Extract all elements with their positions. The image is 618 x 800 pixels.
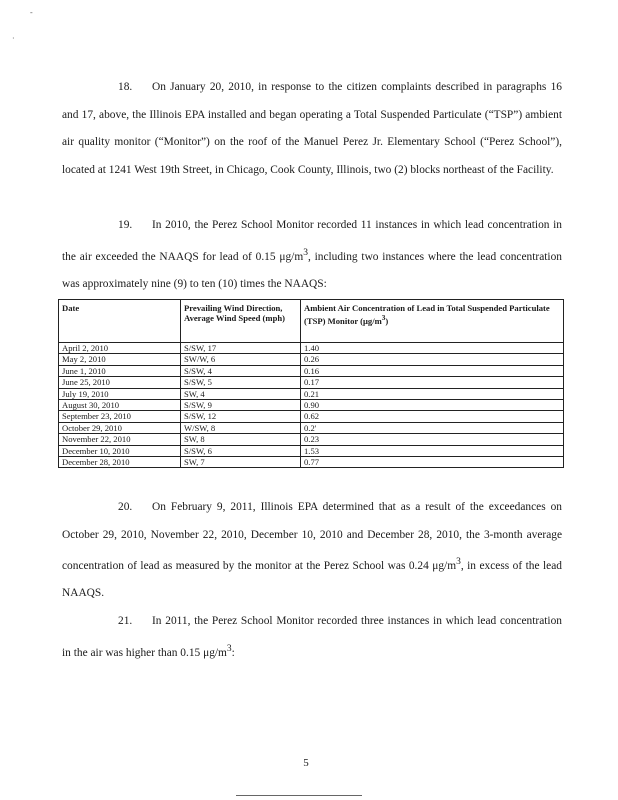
cell-concentration: 1.40: [301, 343, 564, 354]
cell-concentration: 0.17: [301, 377, 564, 388]
cell-date: June 1, 2010: [59, 365, 181, 376]
cell-wind: SW, 8: [181, 434, 301, 445]
cell-concentration: 0.90: [301, 400, 564, 411]
cell-date: October 29, 2010: [59, 422, 181, 433]
cell-wind: S/SW, 6: [181, 445, 301, 456]
paragraph-text: :: [231, 646, 235, 659]
cell-concentration: 1.53: [301, 445, 564, 456]
cell-date: December 10, 2010: [59, 445, 181, 456]
cell-date: September 23, 2010: [59, 411, 181, 422]
cell-concentration: 0.16: [301, 365, 564, 376]
cell-wind: S/SW, 4: [181, 365, 301, 376]
header-text: ): [385, 316, 389, 327]
table-row: [59, 377, 564, 388]
paragraph-18: [62, 74, 562, 184]
table-row: [59, 434, 564, 445]
superscript: 3: [456, 557, 461, 567]
cell-wind: S/SW, 17: [181, 343, 301, 354]
scan-mark: ‑: [30, 8, 33, 17]
header-date: Date: [59, 300, 181, 343]
cell-concentration: 0.21: [301, 388, 564, 399]
cell-date: November 22, 2010: [59, 434, 181, 445]
cell-concentration: 0.2': [301, 422, 564, 433]
scan-line: [236, 795, 362, 796]
cell-concentration: 0.26: [301, 354, 564, 365]
paragraph-text: On February 9, 2011, Illinois EPA determined that as a result of the exceedances on October 29, 2010, November 22, 2010, December 10, 2010 and December 28, 2010, the 3-month average concentration of lead as measured by the monitor at the Perez School was 0.24 μg/m: [62, 501, 562, 572]
paragraph-text: In 2010, the Perez School Monitor recorded 11 instances in which lead concentration in the air exceeded the NAAQS for lead of 0.15 μg/m: [62, 219, 562, 263]
table-row: [59, 457, 564, 468]
paragraph-number: 21.: [118, 615, 133, 627]
cell-concentration: 0.23: [301, 434, 564, 445]
superscript: 3: [381, 314, 386, 323]
paragraph-text: , in excess of the lead NAAQS.: [62, 559, 562, 600]
superscript: 3: [226, 643, 232, 654]
cell-wind: S/SW, 5: [181, 377, 301, 388]
lead-exceedance-table: [58, 299, 564, 468]
table-row: [59, 422, 564, 433]
table-row: [59, 343, 564, 354]
table-row: [59, 388, 564, 399]
cell-concentration: 0.77: [301, 457, 564, 468]
table-body: [59, 343, 564, 468]
paragraph-19: [62, 212, 562, 298]
cell-wind: S/SW, 12: [181, 411, 301, 422]
cell-date: August 30, 2010: [59, 400, 181, 411]
paragraph-text: , including two instances where the lead concentration was approximately nine (9) to ten (10) times the NAAQS:: [62, 250, 562, 290]
cell-wind: W/SW, 8: [181, 422, 301, 433]
header-text: Ambient Air Concentration of Lead in Total Suspended Particulate (TSP) Monitor (μg/m: [304, 303, 550, 327]
header-wind: Prevailing Wind Direction, Average Wind Speed (mph): [181, 300, 301, 343]
paragraph-20: [62, 494, 562, 608]
table-row: [59, 365, 564, 376]
paragraph-text: In 2011, the Perez School Monitor recorded three instances in which lead concentration in the air was higher than 0.15 μg/m: [62, 615, 562, 659]
header-concentration: [301, 300, 564, 343]
cell-wind: SW, 7: [181, 457, 301, 468]
cell-date: December 28, 2010: [59, 457, 181, 468]
cell-date: July 19, 2010: [59, 388, 181, 399]
cell-date: April 2, 2010: [59, 343, 181, 354]
table-header-row: [59, 300, 564, 343]
cell-date: June 25, 2010: [59, 377, 181, 388]
paragraph-text: On January 20, 2010, in response to the citizen complaints described in paragraphs 16 and 17, above, the Illinois EPA installed and began operating a Total Suspended Particulate (“TSP”) ambient air quality monitor (“Monitor”) on the roof of the Manuel Perez Jr. Elementary School (“Perez School”), located at 1241 West 19th Street, in Chicago, Cook County, Illinois, two (2) blocks northeast of the Facility.: [62, 81, 562, 176]
cell-concentration: 0.62: [301, 411, 564, 422]
table-row: [59, 354, 564, 365]
table-row: [59, 400, 564, 411]
cell-date: May 2, 2010: [59, 354, 181, 365]
paragraph-number: 20.: [118, 501, 133, 513]
page-number: 5: [303, 757, 309, 769]
paragraph-number: 19.: [118, 219, 133, 231]
scan-mark: ·: [12, 34, 15, 43]
table-row: [59, 445, 564, 456]
cell-wind: SW, 4: [181, 388, 301, 399]
cell-wind: S/SW, 9: [181, 400, 301, 411]
superscript: 3: [303, 247, 308, 258]
cell-wind: SW/W, 6: [181, 354, 301, 365]
paragraph-number: 18.: [118, 81, 133, 93]
paragraph-21: [62, 608, 562, 667]
table-row: [59, 411, 564, 422]
